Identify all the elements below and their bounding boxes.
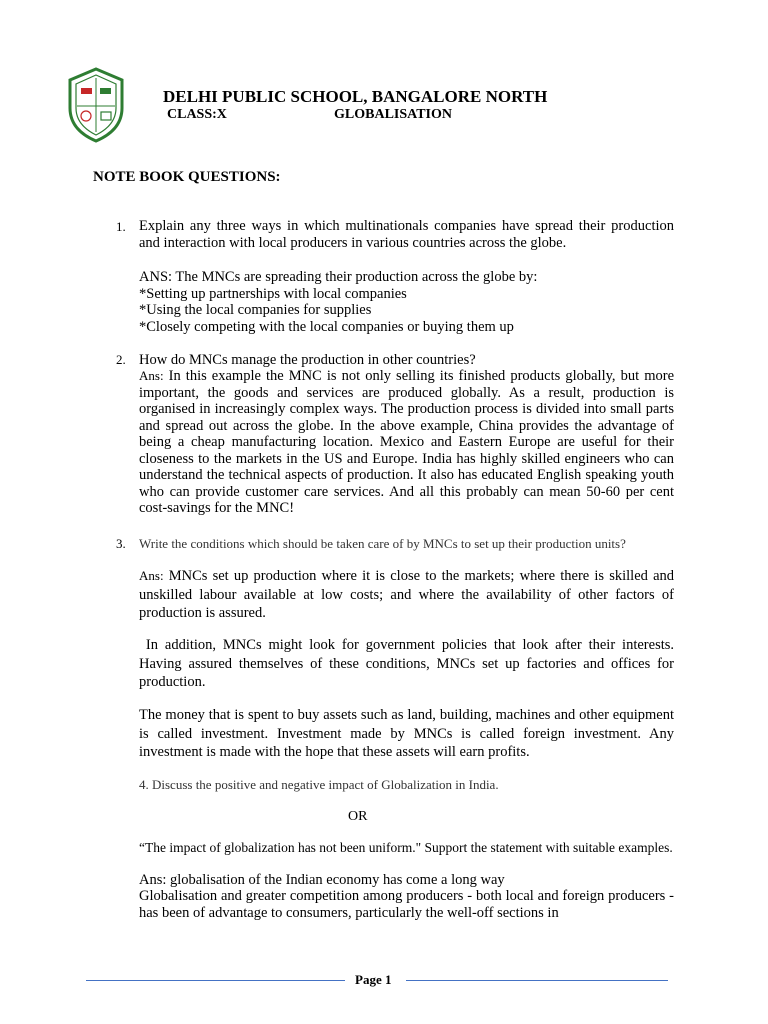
q2-number: 2. [116, 352, 126, 367]
school-name: DELHI PUBLIC SCHOOL, BANGALORE NORTH [163, 87, 548, 106]
q1-point-3: *Closely competing with the local companies or buying them up [139, 318, 514, 335]
q2-ans-label: Ans: [139, 368, 164, 383]
or-separator: OR [348, 809, 368, 824]
footer-rule-left [86, 980, 345, 981]
q2-answer-text: In this example the MNC is not only selling its finished products globally, but more important, the goods and services are produced globally. As a result, production is organised in increasingly complex ways. The production process is divided into small parts and spread out across the globe. In the above example, China provides the advantage of being a cheap manufacturing location. Mexico and Eastern Europe are useful for their closeness to the markets in the US and Europe. India has highly skilled engineers who can understand the technical aspects of production. It also has educated English speaking youth who can provide customer care services. And all this probably can mean 50-60 per cent cost-savings for the MNC! [139, 368, 675, 516]
q2-answer [139, 368, 674, 517]
q3-para1-text: MNCs set up production where it is close to the markets; where there is skilled and unskilled labour available at low costs; and where the availability of other factors of production is assured. [139, 568, 675, 621]
class-label: CLASS:X [167, 107, 227, 122]
q2-question-text: How do MNCs manage the production in other countries? [139, 352, 476, 368]
topic-title: GLOBALISATION [334, 107, 452, 122]
q4-question: 4. Discuss the positive and negative impact of Globalization in India. [139, 777, 499, 792]
footer-rule-right [406, 980, 668, 981]
school-logo-crest [64, 66, 128, 144]
q1-point-2: *Using the local companies for supplies [139, 302, 372, 318]
q3-ans-label: Ans: [139, 568, 164, 583]
q3-answer-para1 [139, 567, 674, 623]
q1-answer [139, 269, 674, 335]
q1-point-1: *Setting up partnerships with local companies [139, 285, 407, 302]
q1-question: Explain any three ways in which multinationals companies have spread their production and interaction with local producers in various countries across the globe. [139, 218, 674, 251]
q4-answer-para: Globalisation and greater competition among producers - both local and foreign producers - has been of advantage to consumers, particularly the well-off sections in [139, 888, 674, 921]
q4-alt-question: “The impact of globalization has not been uniform." Support the statement with suitable examples. [139, 840, 673, 855]
q2-question [139, 352, 674, 369]
q3-question: Write the conditions which should be taken care of by MNCs to set up their production units? [139, 536, 626, 551]
page-number: Page 1 [355, 972, 392, 987]
q4-answer-line: Ans: globalisation of the Indian economy has come a long way [139, 872, 505, 888]
q1-number: 1. [116, 219, 126, 234]
q3-answer-para2 [139, 636, 674, 692]
q3-answer-para3: The money that is spent to buy assets such as land, building, machines and other equipment is called investment. Investment made by MNCs is called foreign investment. Any investment is made with the hope that these assets will earn profits. [139, 707, 674, 760]
section-title: NOTE BOOK QUESTIONS: [93, 169, 281, 185]
q3-number: 3. [116, 536, 126, 551]
q1-answer-intro: ANS: The MNCs are spreading their production across the globe by: [139, 269, 538, 285]
q3-para2-text: In addition, MNCs might look for government policies that look after their interests. Having assured themselves of these conditions, MNCs set up factories and offices for production. [139, 637, 675, 690]
